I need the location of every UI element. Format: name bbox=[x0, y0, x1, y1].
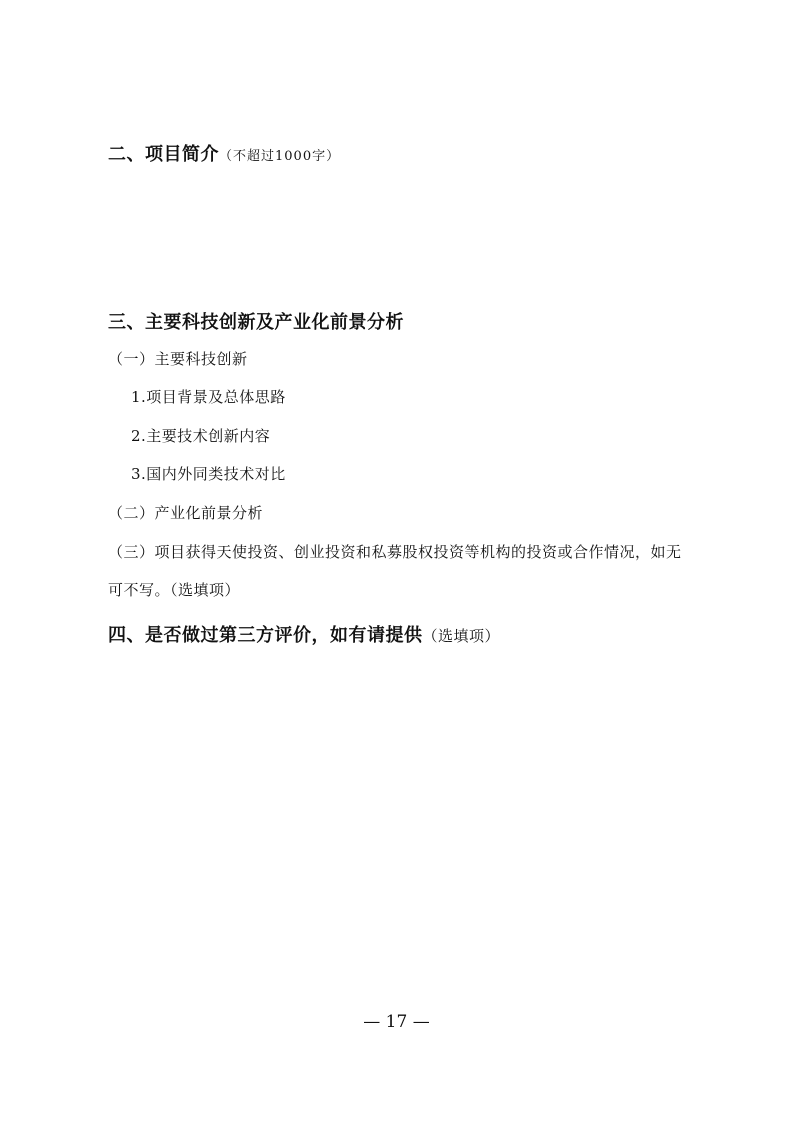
section-2-title: 二、项目简介 bbox=[108, 144, 219, 165]
section-4-heading bbox=[108, 627, 500, 645]
section-3-item-1: 1.项目背景及总体思路 bbox=[131, 388, 286, 406]
section-2-heading bbox=[108, 146, 340, 164]
section-3-item-2: 2.主要技术创新内容 bbox=[131, 427, 271, 445]
section-3-subheading-1: （一）主要科技创新 bbox=[108, 350, 248, 368]
section-4-title: 四、是否做过第三方评价，如有请提供 bbox=[108, 625, 423, 646]
section-3-item-3: 3.国内外同类技术对比 bbox=[131, 465, 286, 483]
section-3-subheading-3-line-2: 可不写。（选填项） bbox=[108, 581, 241, 599]
section-2-note: （不超过1000字） bbox=[219, 149, 341, 164]
section-4-note: （选填项） bbox=[422, 627, 501, 645]
section-3-subheading-3-line-1: （三）项目获得天使投资、创业投资和私募股权投资等机构的投资或合作情况，如无 bbox=[108, 543, 682, 561]
section-3-title: 三、主要科技创新及产业化前景分析 bbox=[108, 312, 404, 333]
section-3-subheading-2: （二）产业化前景分析 bbox=[108, 504, 264, 522]
page-number: — 17 — bbox=[363, 1012, 430, 1032]
